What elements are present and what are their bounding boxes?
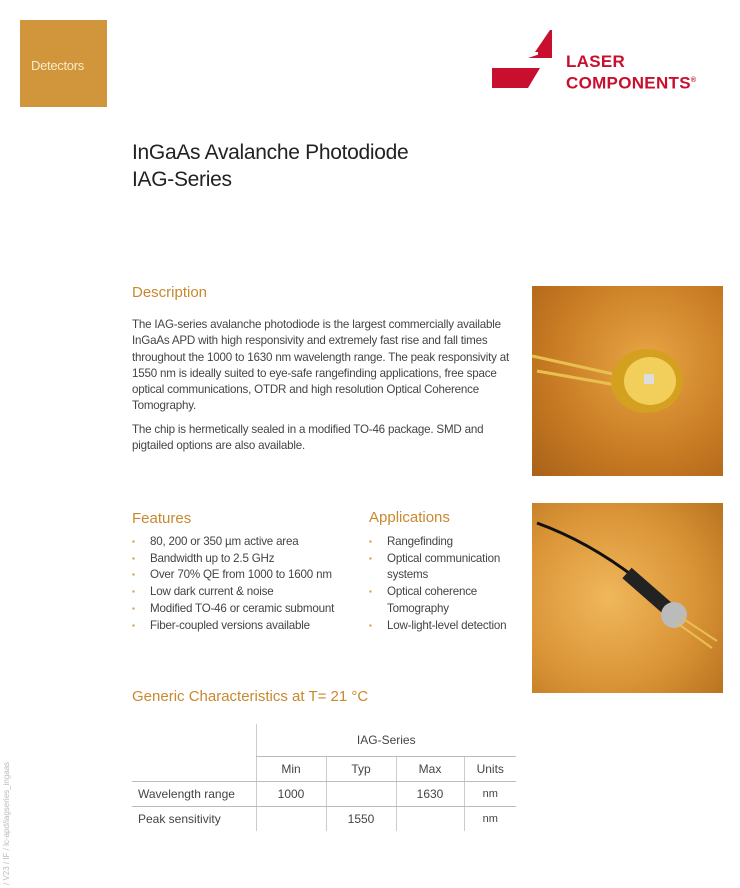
- column-header: Units: [464, 756, 516, 781]
- side-note: / V23 / IF / lc-apd/iagseries_ingaas: [2, 761, 11, 885]
- list-item: ▪ Over 70% QE from 1000 to 1600 nm: [132, 567, 334, 584]
- column-header: Max: [396, 756, 464, 781]
- cell: 1630: [396, 781, 464, 806]
- title-line2: IAG-Series: [132, 168, 232, 191]
- title-line1: InGaAs Avalanche Photodiode: [132, 141, 409, 164]
- characteristics-table: [132, 724, 516, 831]
- brand-logo: [490, 30, 730, 93]
- features-list: [132, 534, 334, 634]
- category-label: Detectors: [31, 58, 84, 73]
- description-heading: Description: [132, 284, 208, 301]
- cell: [396, 806, 464, 831]
- description-paragraph-2: The chip is hermetically sealed in a modified TO-46 package. SMD and pigtailed options are also available.: [132, 423, 484, 453]
- cell: 1550: [326, 806, 396, 831]
- product-image-fiber: [532, 503, 723, 693]
- brand-line2: COMPONENTS: [566, 73, 691, 93]
- page-title: [132, 139, 408, 193]
- list-item: ▪ Optical coherence Tomography: [369, 584, 519, 617]
- list-item: ▪ Modified TO-46 or ceramic submount: [132, 601, 334, 618]
- group-header: IAG-Series: [256, 724, 516, 756]
- registered-mark: ®: [690, 77, 697, 84]
- cell: [326, 781, 396, 806]
- description-paragraph-1: The IAG-series avalanche photodiode is the largest commercially available InGaAs APD with high responsivity and extremely fast rise and fall times throughout the 1000 to 1630 nm wavelength range. The peak responsivity at 1550 nm is ideally suited to eye-safe rangefinding applications, free space optical communications, OTDR and high resolution Optical Coherence Tomography.: [132, 318, 510, 413]
- logo-mark-icon: [490, 30, 560, 90]
- row-label: Wavelength range: [132, 781, 256, 806]
- table-row: [132, 724, 516, 756]
- cell: 1000: [256, 781, 326, 806]
- applications-list: [369, 534, 519, 634]
- cell: [256, 806, 326, 831]
- table-row: [132, 756, 516, 781]
- brand-line1: LASER: [566, 52, 626, 71]
- applications-heading: Applications: [369, 509, 450, 526]
- list-item: ▪ Bandwidth up to 2.5 GHz: [132, 551, 334, 568]
- row-label: Peak sensitivity: [138, 811, 221, 826]
- characteristics-heading: Generic Characteristics at T= 21 °C: [132, 688, 369, 705]
- cell: nm: [464, 806, 516, 831]
- table-row: [132, 781, 516, 806]
- category-tag: [20, 20, 107, 107]
- table-row: [132, 806, 516, 831]
- list-item: ▪ Rangefinding: [369, 534, 519, 551]
- features-heading: Features: [132, 510, 192, 527]
- list-item: ▪ 80, 200 or 350 µm active area: [132, 534, 334, 551]
- cell: nm: [464, 781, 516, 806]
- product-image-to46: [532, 286, 723, 476]
- list-item: ▪ Fiber-coupled versions available: [132, 618, 334, 635]
- list-item: ▪ Optical communication systems: [369, 551, 519, 584]
- column-header: Typ: [326, 756, 396, 781]
- list-item: ▪ Low dark current & noise: [132, 584, 334, 601]
- column-header: Min: [256, 756, 326, 781]
- list-item: ▪ Low-light-level detection: [369, 618, 519, 635]
